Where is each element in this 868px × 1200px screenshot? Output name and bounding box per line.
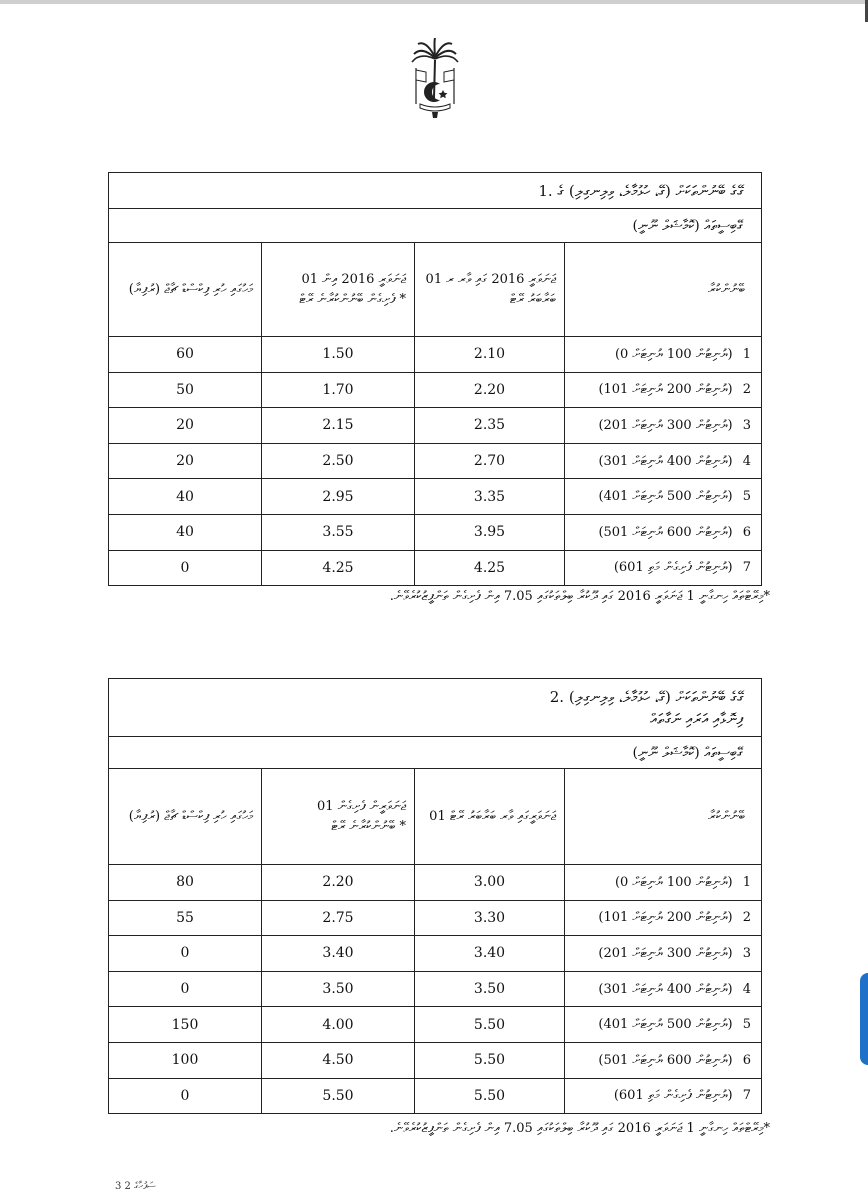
table2-slab-number: 6 <box>742 1052 752 1068</box>
tariff-table-1 <box>108 172 762 586</box>
table1-note: *މިރޭޓްތައް ހިނގާނީ 1 ޖަނަވަރީ 2016 ގައި ދޫކުރާ ބިލްތަކުގައި 7.05 އިން ފެށިގެން ތަންފީޒުކުރެވޭނެ. <box>389 589 770 604</box>
table1-cell-fixed: 40 <box>109 479 262 515</box>
table1-row <box>109 514 762 550</box>
table2-title-line1: 2. ގޭގެ ބޭނުންތަކަށް (ގޭ، ހުޅުމާލެ، ވިލިނގިލި) <box>549 687 744 706</box>
table1-cell-slab <box>565 408 762 444</box>
table1-cell-rate-new: 1.70 <box>262 372 415 408</box>
table1-slab-range: (101 ޔުނިޓުން 200 ޔުނިޓަށް) <box>598 382 733 398</box>
table2-cell-rate-old: 3.50 <box>415 971 565 1007</box>
table2-cell-slab <box>565 900 762 936</box>
table2-slab-range: (201 ޔުނިޓުން 300 ޔުނިޓަށް) <box>598 945 733 961</box>
table1-row <box>109 408 762 444</box>
table2-cell-fixed: 0 <box>109 1078 262 1114</box>
table1-cell-fixed: 20 <box>109 443 262 479</box>
table2-header-fixed: މަހުގައި ހުރި ފިކްސްޑް ޗާޖް (ރުފިޔާ) <box>109 769 262 865</box>
table2-cell-fixed: 150 <box>109 1007 262 1043</box>
table2-slab-number: 5 <box>742 1017 752 1033</box>
table1-cell-rate-old: 2.20 <box>415 372 565 408</box>
table2-cell-slab <box>565 971 762 1007</box>
table2-cell-slab <box>565 1007 762 1043</box>
table2-slab-range: (301 ޔުނިޓުން 400 ޔުނިޓަށް) <box>598 981 733 997</box>
state-emblem-icon <box>410 38 460 120</box>
tariff-table-2 <box>108 678 762 1114</box>
table1-cell-rate-new: 2.50 <box>262 443 415 479</box>
table1-title: 1. ގޭގެ ބޭނުންތަކަށް (ގޭ، ހުޅުމާލެ، ވިލިނގިލި) ގެ <box>109 173 762 209</box>
table1-cell-rate-new: 1.50 <box>262 337 415 373</box>
table1-cell-rate-old: 3.35 <box>415 479 565 515</box>
page-marker: 3 ސަފުހާގެ 2 <box>115 1181 156 1192</box>
table1-cell-rate-old: 2.35 <box>415 408 565 444</box>
table1-cell-rate-old: 3.95 <box>415 514 565 550</box>
table2-row <box>109 971 762 1007</box>
table2-cell-rate-new: 5.50 <box>262 1078 415 1114</box>
table1-slab-number: 6 <box>742 524 752 540</box>
table2-header-rate-old: 01 ޖަނަވަރީގައި ވާރ ބަރާބަރު ރޭޓް <box>415 769 565 865</box>
table2-cell-rate-old: 5.50 <box>415 1042 565 1078</box>
table1-cell-slab <box>565 514 762 550</box>
table1-cell-rate-new: 2.95 <box>262 479 415 515</box>
table1-slab-range: (601 ޔުނިޓުން ފެށިގެން މަތި) <box>613 560 733 576</box>
table2-row <box>109 900 762 936</box>
table2-cell-rate-new: 2.75 <box>262 900 415 936</box>
table2-cell-rate-new: 3.50 <box>262 971 415 1007</box>
table2-cell-rate-old: 5.50 <box>415 1007 565 1043</box>
table2-row <box>109 1078 762 1114</box>
table2-cell-rate-old: 3.00 <box>415 865 565 901</box>
table2-cell-fixed: 0 <box>109 936 262 972</box>
table2-slab-range: (401 ޔުނިޓުން 500 ޔުނިޓަށް) <box>598 1017 733 1033</box>
table1-cell-fixed: 20 <box>109 408 262 444</box>
table1-header-band: ބޭނުންކުރާ <box>565 243 762 337</box>
table2-cell-rate-new: 3.40 <box>262 936 415 972</box>
table1-slab-range: (301 ޔުނިޓުން 400 ޔުނިޓަށް) <box>598 453 733 469</box>
table2-header-band: ބޭނުންކުރާ <box>565 769 762 865</box>
table2-note: *މިރޭޓްތައް ހިނގާނީ 1 ޖަނަވަރީ 2016 ގައި ދޫކުރާ ބިލްތަކުގައި 7.05 އިން ފެށިގެން ތަންފީޒުކުރެވޭނެ. <box>389 1121 770 1136</box>
table2-title-line2: ފިނޮޅާއި އަރައި ނަގާތައް <box>650 709 744 728</box>
table1-header-rate-old: 01 ޖަނަވަރީ 2016 ގައި ވާރ ރ ބަރާބަރު ރޭޓް <box>415 243 565 337</box>
table1-cell-rate-new: 4.25 <box>262 550 415 586</box>
table1-cell-fixed: 0 <box>109 550 262 586</box>
table2-cell-rate-old: 3.40 <box>415 936 565 972</box>
table1-cell-slab <box>565 372 762 408</box>
table2-cell-rate-new: 4.50 <box>262 1042 415 1078</box>
table1-cell-fixed: 60 <box>109 337 262 373</box>
table2-row <box>109 1007 762 1043</box>
table1-slab-number: 4 <box>742 453 752 469</box>
table1-header-fixed: މަހުގައި ހުރި ފިކްސްޑް ޗާޖް (ރުފިޔާ) <box>109 243 262 337</box>
table2-slab-number: 7 <box>742 1088 752 1104</box>
table2-cell-slab <box>565 865 762 901</box>
table2-cell-fixed: 0 <box>109 971 262 1007</box>
table2-cell-fixed: 55 <box>109 900 262 936</box>
table1-cell-rate-old: 2.70 <box>415 443 565 479</box>
table1-slab-number: 3 <box>742 417 752 433</box>
table1-slab-number: 7 <box>742 560 752 576</box>
table2-slab-number: 2 <box>742 910 752 926</box>
table1-cell-slab <box>565 337 762 373</box>
table1-cell-fixed: 50 <box>109 372 262 408</box>
table1-cell-slab <box>565 479 762 515</box>
table1-header-rate-new: 01 ޖަނަވަރީ 2016 އިން ފެށިގެން ބޭނުންކުރާނެ ރޭޓް * <box>262 243 415 337</box>
table2-slab-number: 1 <box>742 874 752 890</box>
table1-row <box>109 479 762 515</box>
table2-cell-slab <box>565 1078 762 1114</box>
table2-slab-range: (101 ޔުނިޓުން 200 ޔުނިޓަށް) <box>598 910 733 926</box>
table2-subtitle: ގޭބިސީތައް (ކޮމާޝަލް ނޫނީ) <box>109 737 762 769</box>
table1-slab-range: (0 ޔުނިޓުން 100 ޔުނިޓަށް) <box>614 346 733 362</box>
table2-header-rate-new: 01 ޖަނަވަރީން ފެށިގެން ބޭނުންކުރާނެ ރޭޓް * <box>262 769 415 865</box>
table1-row <box>109 372 762 408</box>
table2-cell-slab <box>565 1042 762 1078</box>
table2-title <box>109 679 762 737</box>
table2-slab-number: 4 <box>742 981 752 997</box>
top-border <box>0 0 868 4</box>
table2-slab-range: (0 ޔުނިޓުން 100 ޔުނިޓަށް) <box>614 874 733 890</box>
table2-row <box>109 1042 762 1078</box>
table1-cell-slab <box>565 550 762 586</box>
table1-slab-number: 5 <box>742 489 752 505</box>
table2-cell-fixed: 80 <box>109 865 262 901</box>
table1-cell-rate-old: 2.10 <box>415 337 565 373</box>
table1-row <box>109 443 762 479</box>
table1-cell-slab <box>565 443 762 479</box>
table2-cell-rate-old: 3.30 <box>415 900 565 936</box>
table1-slab-range: (401 ޔުނިޓުން 500 ޔުނިޓަށް) <box>598 489 733 505</box>
table1-slab-range: (201 ޔުނިޓުން 300 ޔުނިޓަށް) <box>598 417 733 433</box>
table1-slab-number: 1 <box>742 346 752 362</box>
table1-subtitle: ގޭބިސީތައް (ކޮމާޝަލް ނޫނީ) <box>109 209 762 243</box>
table2-slab-range: (601 ޔުނިޓުން ފެށިގެން މަތި) <box>613 1088 733 1104</box>
table2-cell-rate-new: 4.00 <box>262 1007 415 1043</box>
table1-cell-rate-new: 3.55 <box>262 514 415 550</box>
table1-slab-range: (501 ޔުނިޓުން 600 ޔުނިޓަށް) <box>598 524 733 540</box>
table2-row <box>109 936 762 972</box>
table2-slab-range: (501 ޔުނިޓުން 600 ޔުނިޓަށް) <box>598 1052 733 1068</box>
table2-cell-fixed: 100 <box>109 1042 262 1078</box>
table2-cell-rate-old: 5.50 <box>415 1078 565 1114</box>
table1-cell-rate-new: 2.15 <box>262 408 415 444</box>
table1-cell-fixed: 40 <box>109 514 262 550</box>
table1-row <box>109 337 762 373</box>
edge-tab <box>860 973 868 1065</box>
table1-cell-rate-old: 4.25 <box>415 550 565 586</box>
table1-row <box>109 550 762 586</box>
table2-cell-rate-new: 2.20 <box>262 865 415 901</box>
table2-slab-number: 3 <box>742 945 752 961</box>
table2-cell-slab <box>565 936 762 972</box>
table2-row <box>109 865 762 901</box>
table1-slab-number: 2 <box>742 382 752 398</box>
